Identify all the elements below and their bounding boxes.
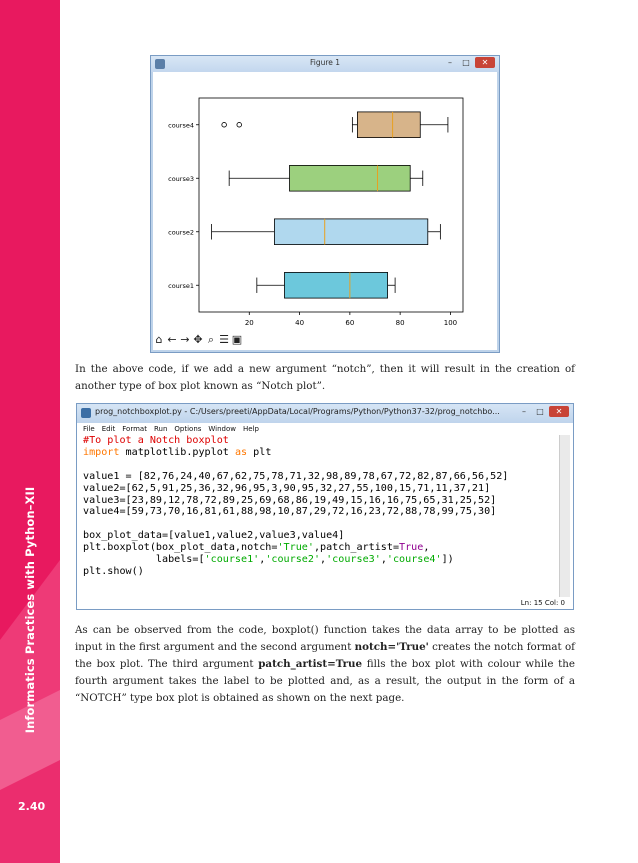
configure-icon[interactable]: ☰ bbox=[219, 333, 229, 346]
pan-icon[interactable]: ✥ bbox=[193, 333, 203, 346]
menu-help[interactable]: Help bbox=[243, 425, 259, 433]
boxplot-chart bbox=[151, 72, 497, 330]
x-tick-label: 100 bbox=[443, 319, 458, 327]
figure-titlebar bbox=[151, 56, 499, 72]
paragraph-notch-intro: In the above code, if we add a new argument “notch”, then it will result in the creation of another type of box plot known as “Notch plot”. bbox=[75, 363, 575, 392]
box-course2 bbox=[274, 219, 427, 245]
menu-file[interactable]: File bbox=[83, 425, 95, 433]
editor-maximize-button[interactable]: □ bbox=[536, 407, 544, 416]
code-line: import matplotlib.pyplot as plt bbox=[83, 446, 272, 458]
forward-icon[interactable]: → bbox=[180, 333, 190, 346]
minimize-button[interactable]: – bbox=[448, 58, 452, 67]
code-line: value1 = [82,76,24,40,67,62,75,78,71,32,98,89,78,67,72,82,87,66,56,52] bbox=[83, 470, 509, 482]
box-course1 bbox=[284, 272, 387, 298]
code-line: labels=['course1','course2','course3','course4']) bbox=[83, 554, 454, 566]
outlier-point bbox=[222, 122, 227, 127]
sidebar bbox=[0, 0, 60, 863]
save-icon[interactable]: ▣ bbox=[231, 333, 243, 346]
zoom-icon[interactable]: ⌕ bbox=[207, 333, 215, 346]
home-icon[interactable]: ⌂ bbox=[155, 333, 163, 346]
menu-window[interactable]: Window bbox=[208, 425, 237, 433]
figure-window bbox=[150, 55, 500, 353]
code-line: value2=[62,5,91,25,36,32,96,95,3,90,95,32,27,55,100,15,71,11,37,21] bbox=[83, 482, 491, 494]
bold-notch: notch='True' bbox=[354, 641, 429, 653]
idle-editor-window bbox=[76, 403, 574, 610]
menu-options[interactable]: Options bbox=[174, 425, 202, 433]
box-course4 bbox=[357, 112, 420, 138]
y-tick-label: course2 bbox=[168, 228, 194, 237]
x-tick-label: 20 bbox=[244, 319, 254, 327]
paragraph-explanation: As can be observed from the code, boxplot() function takes the data array to be plotted as input in the first argument and the second argument notch='True' creates the notch format of the box plot. The third argument patch_artist=True fills the box plot with colour while the fourth argument takes the label to be plotted and, as a result, the output in the form of a “NOTCH” type box plot is obtained as shown on the next page. bbox=[75, 624, 575, 704]
editor-title: prog_notchboxplot.py - C:/Users/preeti/AppData/Local/Programs/Python/Python37-32/prog_notchbo... bbox=[95, 407, 500, 416]
close-button[interactable]: ✕ bbox=[475, 57, 495, 68]
editor-menubar bbox=[83, 425, 259, 433]
y-tick-label: course4 bbox=[168, 121, 194, 130]
x-tick-label: 60 bbox=[345, 319, 355, 327]
code-line: plt.show() bbox=[83, 565, 144, 577]
box-course3 bbox=[290, 165, 411, 191]
editor-status: Ln: 15 Col: 0 bbox=[520, 599, 565, 607]
menu-edit[interactable]: Edit bbox=[101, 425, 116, 433]
x-tick-label: 40 bbox=[295, 319, 305, 327]
x-tick-label: 80 bbox=[395, 319, 405, 327]
menu-run[interactable]: Run bbox=[153, 425, 168, 433]
sidebar-book-title: Informatics Practices with Python–XII bbox=[23, 486, 37, 734]
code-line: #To plot a Notch boxplot bbox=[83, 435, 229, 446]
menu-format[interactable]: Format bbox=[122, 425, 147, 433]
code-line: plt.boxplot(box_plot_data,notch='True',patch_artist=True, bbox=[83, 542, 430, 554]
outlier-point bbox=[237, 122, 242, 127]
y-tick-label: course3 bbox=[168, 174, 194, 183]
editor-titlebar bbox=[77, 404, 573, 423]
figure-title: Figure 1 bbox=[309, 58, 341, 67]
code-line: box_plot_data=[value1,value2,value3,value4] bbox=[83, 530, 345, 542]
editor-close-button[interactable]: ✕ bbox=[549, 406, 569, 417]
bold-patch-artist: patch_artist=True bbox=[258, 658, 363, 670]
y-tick-label: course1 bbox=[168, 281, 194, 290]
back-icon[interactable]: ← bbox=[167, 333, 177, 346]
python-file-icon bbox=[81, 408, 91, 418]
maximize-button[interactable]: □ bbox=[462, 58, 470, 67]
code-line: value3=[23,89,12,78,72,89,25,69,68,86,19,49,15,16,16,75,65,31,25,52] bbox=[83, 494, 497, 506]
page-number: 2.40 bbox=[18, 800, 46, 813]
code-area[interactable] bbox=[83, 435, 553, 578]
editor-minimize-button[interactable]: – bbox=[522, 407, 526, 416]
sidebar-decoration bbox=[0, 0, 60, 863]
figure-toolbar bbox=[153, 332, 243, 348]
code-line: value4=[59,73,70,16,81,61,88,98,10,87,29,72,16,23,72,88,78,99,75,30] bbox=[83, 506, 497, 518]
editor-scrollbar[interactable] bbox=[559, 435, 570, 597]
